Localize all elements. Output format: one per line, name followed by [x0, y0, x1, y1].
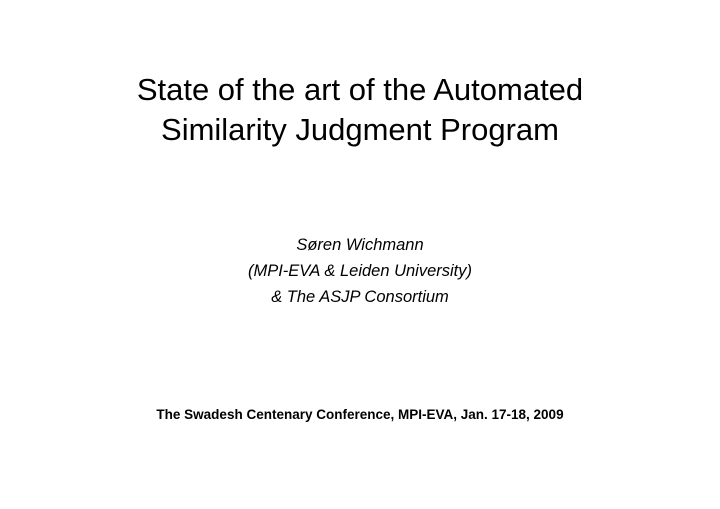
author-block	[0, 232, 720, 310]
title-line-1: State of the art of the Automated	[136, 72, 584, 107]
author-consortium: & The ASJP Consortium	[271, 288, 449, 306]
slide-title	[0, 70, 720, 150]
conference-line: The Swadesh Centenary Conference, MPI-EVA, Jan. 17-18, 2009	[156, 407, 564, 422]
author-affiliation: (MPI-EVA & Leiden University)	[247, 262, 473, 280]
author-name: Søren Wichmann	[296, 236, 424, 254]
title-line-2: Similarity Judgment Program	[161, 112, 559, 147]
